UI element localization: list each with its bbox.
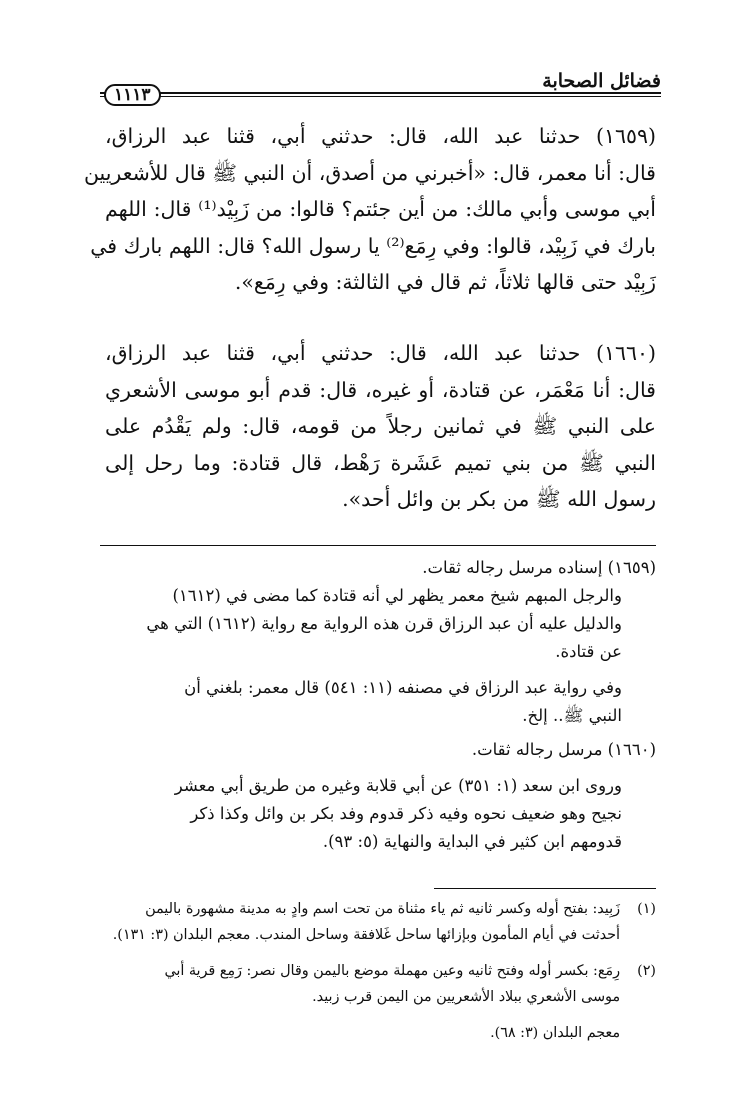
footnote-2-line-1: رِمَع: بكسر أوله وفتح ثانيه وعين مهملة موضع باليمن وقال نصر: رَمِع قرية أبي: [164, 963, 620, 979]
main-text: [83, 118, 656, 518]
note-1660-body: [105, 772, 656, 856]
hadith-1659-line-4: بارك في زَبِيْد، قالوا: وفي رِمَع⁽²⁾ يا رسول الله؟ قال: اللهم بارك في: [90, 233, 656, 258]
note-1659-line-1: والرجل المبهم شيخ معمر يظهر لي أنه قتادة كما مضى في (١٦١٢): [172, 586, 622, 605]
note-1659-body: [105, 582, 656, 666]
running-header-title: فضائل الصحابة: [542, 70, 661, 92]
hadith-1659: [83, 118, 656, 301]
footnote-1: [105, 896, 656, 948]
note-1659-body-2: [105, 674, 656, 730]
note-1659-line-4: وفي رواية عبد الرزاق في مصنفه (١١: ٥٤١) قال معمر: بلغني أن: [184, 678, 622, 697]
footnote-1-line-1: زَبِيد: بفتح أوله وكسر ثانيه ثم ياء مثناة من تحت اسم وادٍ به مدينة مشهورة باليمن: [145, 901, 620, 917]
hadith-1660-line-5: رسول الله ﷺ من بكر بن وائل أحد».: [342, 487, 656, 512]
hadith-1659-line-1: (١٦٥٩) حدثنا عبد الله، قال: حدثني أبي، قثنا عبد الرزاق،: [105, 124, 656, 148]
note-1659-line-3: عن قتادة.: [555, 642, 622, 661]
hadith-1660-line-2: قال: أنا مَعْمَر، عن قتادة، أو غيره، قال: قدم أبو موسى الأشعري: [105, 377, 656, 402]
hadith-1659-line-3: أبي موسى وأبي مالك: من أين جئتم؟ قالوا: من زَبِيْد⁽¹⁾ قال: اللهم: [105, 197, 656, 222]
hadith-1659-line-2: قال: أنا معمر، قال: «أخبرني من أصدق، أن النبي ﷺ قال للأشعريين: [83, 160, 656, 185]
note-1659-line-2: والدليل عليه أن عبد الرزاق قرن هذه الرواية مع رواية (١٦١٢) التي هي: [146, 614, 622, 633]
note-1660-line-3: قدومهم ابن كثير في البداية والنهاية (٥: ٩٣).: [322, 832, 622, 851]
note-1660-line-2: نجيح وهو ضعيف نحوه وفيه ذكر قدوم وفد بكر بن وائل وكذا ذكر: [190, 804, 622, 823]
note-1659-heading: (١٦٥٩) إسناده مرسل رجاله ثقات.: [422, 558, 656, 577]
hadith-1659-line-5: زَبِيْد حتى قالها ثلاثاً، ثم قال في الثالثة: وفي رِمَع».: [234, 270, 656, 295]
footnote-2-source: معجم البلدان (٣: ٦٨).: [490, 1025, 620, 1041]
hadith-1660-line-4: النبي ﷺ من بني تميم عَشَرة رَهْط، قال قتادة: وما رحل إلى: [105, 450, 656, 475]
notes-separator: [100, 545, 656, 546]
footnote-separator: [434, 888, 656, 889]
footnote-2-number: (٢): [637, 963, 656, 979]
footnote-2-line-2: موسى الأشعري ببلاد الأشعريين من اليمن قرب زبيد.: [312, 989, 620, 1005]
hadith-1660-line-3: على النبي ﷺ في ثمانين رجلاً من قومه، قال: ولم يَقْدُم على: [105, 414, 656, 439]
footnote-2: [105, 958, 656, 1010]
footnote-1-line-2: أحدثت في أيام المأمون وبإزائها ساحل غَلافقة وساحل المندب. معجم البلدان (٣: ١٣١).: [112, 927, 620, 943]
note-1660-line-1: وروى ابن سعد (١: ٣٥١) عن أبي قلابة وغيره من طريق أبي معشر: [174, 776, 622, 795]
page-number: ١١١٣: [104, 84, 161, 106]
commentary-notes: [105, 552, 656, 862]
footnote-1-number: (١): [637, 901, 656, 917]
footnotes: [105, 896, 656, 1046]
note-1660-heading: (١٦٦٠) مرسل رجاله ثقات.: [471, 740, 656, 759]
header-rule-thick: [100, 92, 661, 94]
hadith-1660-line-1: (١٦٦٠) حدثنا عبد الله، قال: حدثني أبي، قثنا عبد الرزاق،: [105, 340, 656, 365]
note-1659-line-5: النبي ﷺ.. إلخ.: [522, 706, 622, 725]
hadith-1660: [105, 335, 656, 518]
header-rule: [100, 92, 661, 98]
header-rule-thin: [100, 96, 661, 97]
